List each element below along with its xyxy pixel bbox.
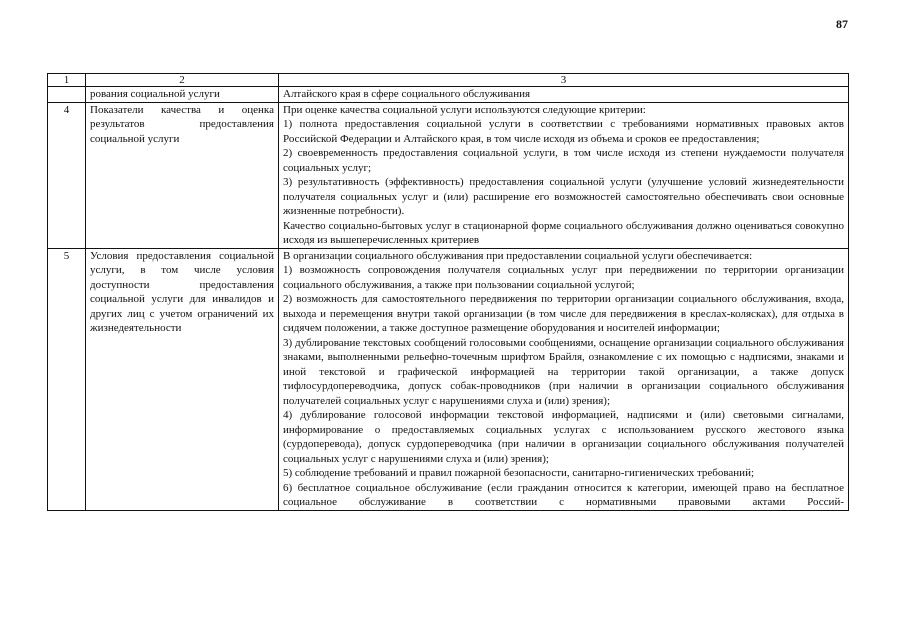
table-row (48, 102, 849, 248)
table-row (48, 248, 849, 510)
column-numbers-row (48, 74, 849, 87)
indicator-cell: Показатели качества и оценка результатов предоставления социальной услуги (86, 102, 279, 248)
column-number-2: 2 (86, 74, 279, 87)
criteria-cell (279, 248, 849, 510)
criteria-paragraph: При оценке качества социальной услуги используются следующие критерии: (283, 103, 646, 116)
criteria-paragraph: 1) возможность сопровождения получателя социальных услуг при передвижении по территории организации социального обслуживания, а также при пользовании социальной услугой; (283, 264, 844, 291)
criteria-paragraph: 2) возможность для самостоятельного передвижения по территории организации социального обслуживания, входа, выхода и перемещения внутри такой организации (в том числе для передвижения в креслах-колясках), для отдыха в сидячем положении, а также доступное размещение оборудования и носителей информации; (283, 293, 844, 334)
row-number: 5 (48, 248, 86, 510)
criteria-paragraph: 1) полнота предоставления социальной услуги в соответствии с требованиями нормативных правовых актов Российской Федерации и Алтайского края, в том числе исходя из объема и сроков ее предоставления; (283, 118, 844, 145)
page-number: 87 (836, 17, 848, 31)
criteria-paragraph: Качество социально-бытовых услуг в стационарной форме социального обслуживания должно оцениваться совокупно исходя из вышеперечисленных критериев (283, 219, 844, 246)
continuation-row (48, 87, 849, 103)
criteria-paragraph: 4) дублирование голосовой информации текстовой информацией, надписями и (или) световыми сигналами, информирование о предоставляемых социальных услугах с использованием русского жестового языка (сурдоперевода), допуск сурдопереводчика (при наличии в организации социального обслуживания получателей социальных услуг с нарушениями слуха и (или) зрения); (283, 409, 844, 465)
indicator-cell: Условия предоставления социальной услуги, в том числе условия доступности предоставления социальной услуги для инвалидов и других лиц с учетом ограничений их жизнедеятельности (86, 248, 279, 510)
column-number-1: 1 (48, 74, 86, 87)
criteria-paragraph: 3) результативность (эффективность) предоставления социальной услуги (улучшение условий жизнедеятельности получателя социальных услуг и (или) расширение его возможностей самостоятельно обеспечивать свои основные жизненные потребности). (283, 176, 844, 217)
column-number-3: 3 (279, 74, 849, 87)
criteria-paragraph: В организации социального обслуживания при предоставлении социальной услуги обеспечивается: (283, 249, 753, 262)
criteria-paragraph: 6) бесплатное социальное обслуживание (если гражданин относится к категории, имеющей право на бесплатное социальное обслуживание в соответствии с нормативными правовыми актами Россий- (283, 481, 844, 508)
criteria-paragraph: 3) дублирование текстовых сообщений голосовыми сообщениями, оснащение организации социального обслуживания знаками, выполненными рельефно-точечным шрифтом Брайля, ознакомление с их помощью с надписями, знаками и иной текстовой и графической информацией на территории такой организации, а также допуск тифлосурдопереводчика, допуск собак-проводников (при наличии в организации социального обслуживания получателей социальных услуг с нарушениями слуха и (или) зрения); (283, 336, 844, 407)
criteria-paragraph: 5) соблюдение требований и правил пожарной безопасности, санитарно-гигиенических требований; (283, 467, 755, 479)
criteria-cell (279, 102, 849, 248)
continuation-indicator-cell: рования социальной услуги (86, 87, 279, 103)
services-table (47, 73, 849, 511)
continuation-criteria-cell: Алтайского края в сфере социального обслуживания (279, 87, 849, 103)
row-number: 4 (48, 102, 86, 248)
criteria-paragraph: 2) своевременность предоставления социальной услуги, в том числе исходя из степени нуждаемости получателя социальных услуг; (283, 147, 844, 174)
continuation-number-cell (48, 87, 86, 103)
